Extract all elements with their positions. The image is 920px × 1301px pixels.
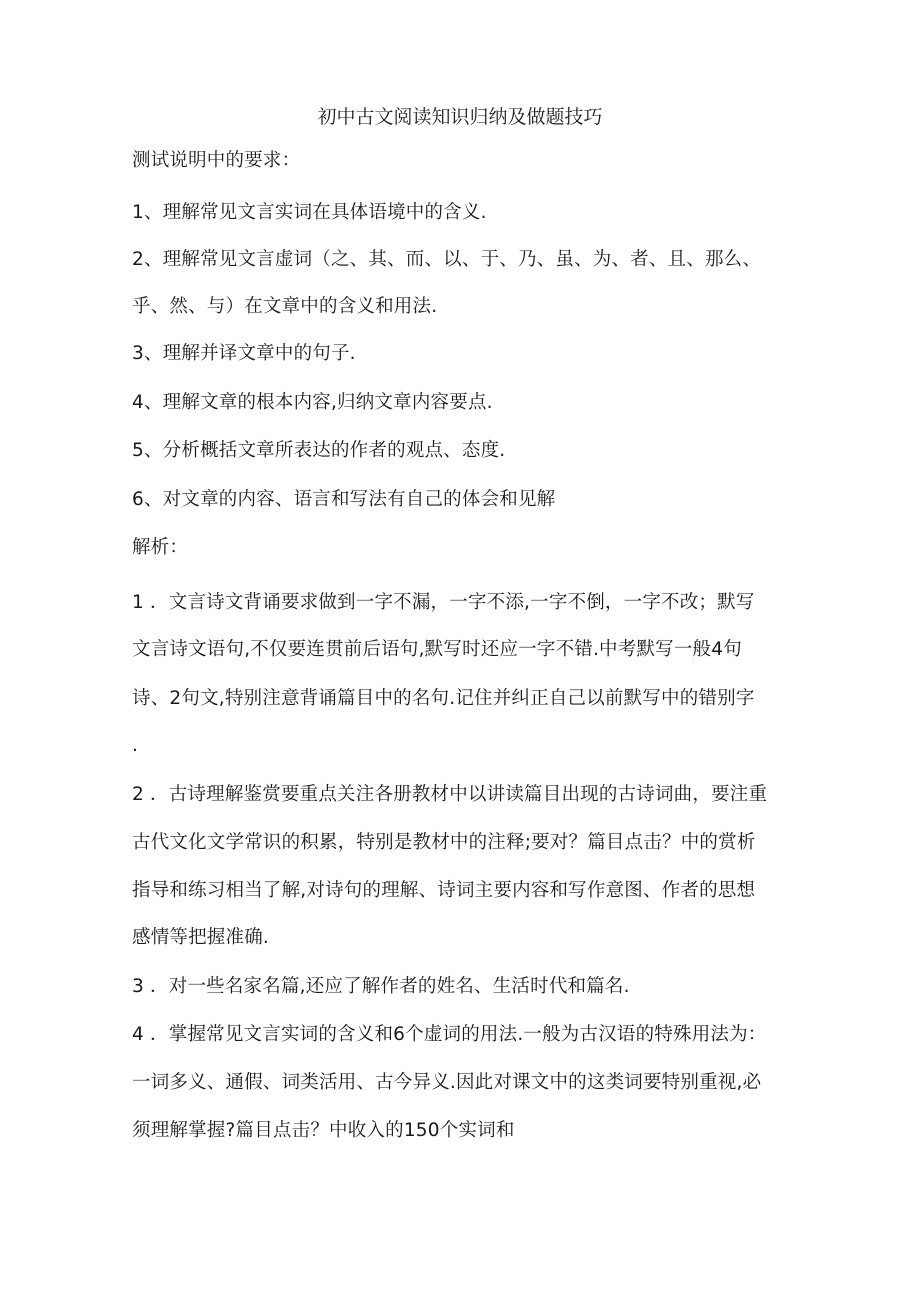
analysis-line: 一词多义、通假、词类活用、古今异义.因此对课文中的这类词要特别重视,必 bbox=[132, 1072, 762, 1093]
analysis-line: 指导和练习相当了解,对诗句的理解、诗词主要内容和写作意图、作者的思想 bbox=[132, 880, 756, 901]
requirement-line: 3、理解并译文章中的句子. bbox=[132, 343, 356, 364]
requirement-line: 4、理解文章的根本内容,归纳文章内容要点. bbox=[132, 392, 493, 413]
analysis-line: 4 ．掌握常见文言实词的含义和6个虚词的用法.一般为古汉语的特殊用法为： bbox=[132, 1024, 767, 1045]
analysis-line: 文言诗文语句,不仅要连贯前后语句,默写时还应一字不错.中考默写一般4句 bbox=[132, 639, 742, 660]
requirements-heading: 测试说明中的要求： bbox=[132, 150, 301, 171]
requirement-line: 乎、然、与）在文章中的含义和用法. bbox=[132, 296, 438, 317]
analysis-line: 1 ．文言诗文背诵要求做到一字不漏，一字不添,一字不倒，一字不改；默写 bbox=[132, 592, 755, 613]
requirement-line: 1、理解常见文言实词在具体语境中的含义. bbox=[132, 202, 487, 223]
requirement-line: 2、理解常见文言虚词（之、其、而、以、于、乃、虽、为、者、且、那么、 bbox=[132, 249, 762, 270]
analysis-line: 感情等把握准确. bbox=[132, 927, 269, 948]
analysis-line: . bbox=[132, 735, 139, 756]
analysis-heading: 解析： bbox=[132, 537, 189, 558]
analysis-line: 3 ．对一些名家名篇,还应了解作者的姓名、生活时代和篇名. bbox=[132, 976, 630, 997]
requirement-line: 6、对文章的内容、语言和写法有自己的体会和见解 bbox=[132, 489, 556, 510]
document-title: 初中古文阅读知识归纳及做题技巧 bbox=[317, 106, 603, 128]
analysis-line: 诗、2句文,特别注意背诵篇目中的名句.记住并纠正自己以前默写中的错别字 bbox=[132, 688, 755, 709]
requirement-line: 5、分析概括文章所表达的作者的观点、态度. bbox=[132, 440, 506, 461]
analysis-line: 须理解掌握?篇目点击？中收入的150个实词和 bbox=[132, 1120, 515, 1141]
analysis-line: 2 ．古诗理解鉴赏要重点关注各册教材中以讲读篇目出现的古诗词曲，要注重 bbox=[132, 784, 768, 805]
analysis-line: 古代文化文学常识的积累，特别是教材中的注释;要对？篇目点击？中的赏析 bbox=[132, 832, 756, 853]
